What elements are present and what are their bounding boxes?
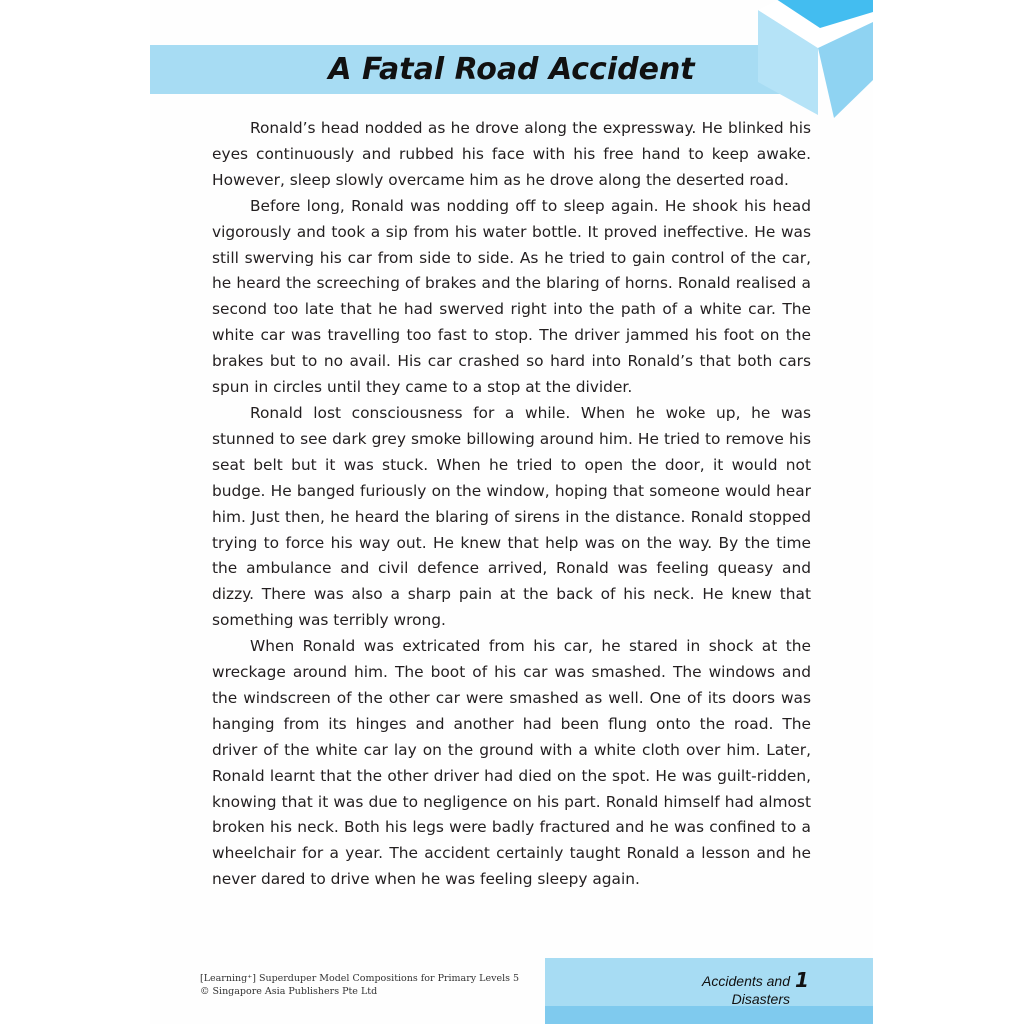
page-title: A Fatal Road Accident (328, 52, 695, 87)
story-body (212, 116, 811, 893)
paragraph: Before long, Ronald was nodding off to sleep again. He shook his head vigorously and took a sip from his water bottle. It proved ineffective. He was still swerving his car from side to side. As he tried to gain control of the car, he heard the screeching of brakes and the blaring of horns. Ronald realised a second too late that he had swerved right into the path of a white car. The white car was travelling too fast to stop. The driver jammed his foot on the brakes but to no avail. His car crashed so hard into Ronald’s that both cars spun in circles until they came to a stop at the divider. (212, 196, 811, 397)
paragraph: Ronald’s head nodded as he drove along the expressway. He blinked his eyes continuously and rubbed his face with his free hand to keep awake. However, sleep slowly overcame him as he drove along the deserted road. (212, 119, 811, 189)
paragraph: When Ronald was extricated from his car, he stared in shock at the wreckage around him. The boot of his car was smashed. The windows and the windscreen of the other car were smashed as well. One of its doors was hanging from its hinges and another had been flung onto the road. The driver of the white car lay on the ground with a white cloth over him. Later, Ronald learnt that the other driver had died on the spot. He was guilt-ridden, knowing that it was due to negligence on his part. Ronald himself had almost broken his neck. Both his legs were badly fractured and he was confined to a wheelchair for a year. The accident certainly taught Ronald a lesson and he never dared to drive when he was feeling sleepy again. (212, 637, 811, 889)
book-title-line: [Learning⁺] Superduper Model Compositions for Primary Levels 5 (200, 973, 520, 984)
book-page (150, 0, 873, 1024)
copyright-line: © Singapore Asia Publishers Pte Ltd (200, 986, 378, 997)
footer-credits (200, 972, 519, 998)
paragraph: Ronald lost consciousness for a while. When he woke up, he was stunned to see dark grey smoke billowing around him. He tried to remove his seat belt but it was stuck. When he tried to open the door, it would not budge. He banged furiously on the window, hoping that someone would hear him. Just then, he heard the blaring of sirens in the distance. Ronald stopped trying to force his way out. He knew that help was on the way. By the time the ambulance and civil defence arrived, Ronald was feeling queasy and dizzy. There was also a sharp pain at the back of his neck. He knew that something was terribly wrong. (212, 403, 811, 630)
section-name: Accidents and Disasters (702, 973, 790, 1007)
footer-stripe (545, 1006, 873, 1024)
page-number: 1 (795, 968, 809, 992)
